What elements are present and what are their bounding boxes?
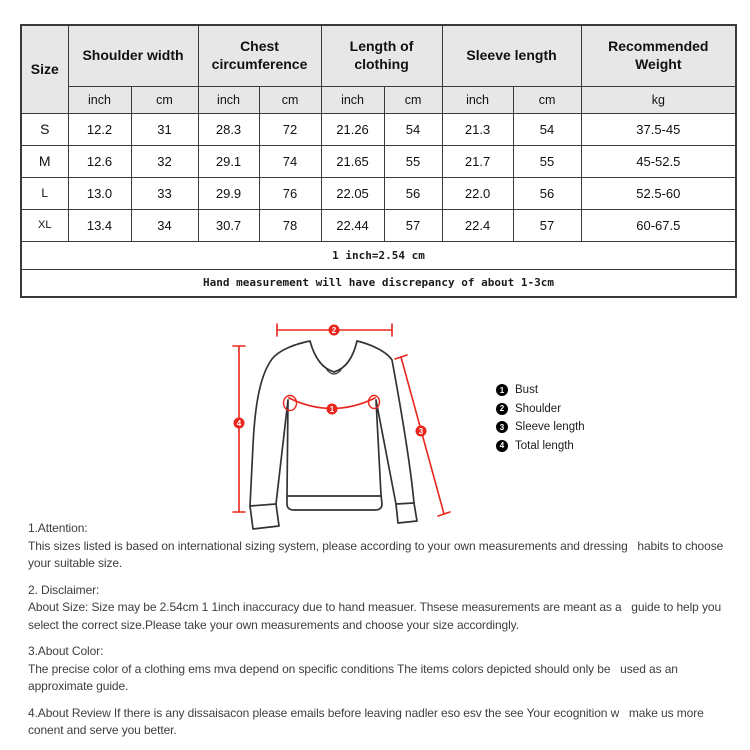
col-header-length-of-clothing: Length of clothing xyxy=(321,25,442,86)
value-cell: 13.4 xyxy=(68,209,131,241)
unit-header: inch xyxy=(442,86,513,113)
table-row-size-l xyxy=(21,177,736,209)
unit-header: cm xyxy=(131,86,198,113)
unit-header: inch xyxy=(198,86,259,113)
unit-header: kg xyxy=(581,86,736,113)
marker-shoulder: 2 xyxy=(331,326,337,335)
sweater-diagram xyxy=(228,318,460,532)
value-cell: 56 xyxy=(384,177,442,209)
size-cell: S xyxy=(21,113,68,145)
value-cell: 54 xyxy=(384,113,442,145)
note-row xyxy=(21,241,736,269)
value-cell: 76 xyxy=(259,177,321,209)
section-about-review xyxy=(28,705,734,740)
value-cell: 29.1 xyxy=(198,145,259,177)
legend-circle-4: 4 xyxy=(496,440,508,452)
value-cell: 12.6 xyxy=(68,145,131,177)
note-row xyxy=(21,269,736,297)
col-header-shoulder-width: Shoulder width xyxy=(68,25,198,86)
value-cell: 22.44 xyxy=(321,209,384,241)
value-cell: 52.5-60 xyxy=(581,177,736,209)
section-disclaimer xyxy=(28,582,734,635)
unit-header: inch xyxy=(321,86,384,113)
discrepancy-note: Hand measurement will have discrepancy of about 1-3cm xyxy=(21,269,736,297)
section-about-color xyxy=(28,643,734,696)
marker-sleeve-length: 3 xyxy=(418,427,424,436)
col-header-chest-circumference: Chest circumference xyxy=(198,25,321,86)
value-cell: 55 xyxy=(384,145,442,177)
value-cell: 21.7 xyxy=(442,145,513,177)
value-cell: 28.3 xyxy=(198,113,259,145)
unit-header: cm xyxy=(513,86,581,113)
section-body: About Size: Size may be 2.54cm 1 1inch inaccuracy due to hand measuer. Thsese measurements are meant as a guide to help you select the correct size.Please take your own measurements and choose your size accordingly. xyxy=(28,600,725,632)
value-cell: 56 xyxy=(513,177,581,209)
section-heading: 1.Attention: xyxy=(28,521,88,535)
col-header-recommended-weight: Recommended Weight xyxy=(581,25,736,86)
table-row-size-m xyxy=(21,145,736,177)
legend-label: Total length xyxy=(515,439,574,452)
value-cell: 37.5-45 xyxy=(581,113,736,145)
value-cell: 12.2 xyxy=(68,113,131,145)
legend-circle-1: 1 xyxy=(496,384,508,396)
size-cell: L xyxy=(21,177,68,209)
value-cell: 22.0 xyxy=(442,177,513,209)
unit-header: cm xyxy=(384,86,442,113)
section-heading: 2. Disclaimer: xyxy=(28,582,100,597)
value-cell: 57 xyxy=(384,209,442,241)
table-row-size-xl xyxy=(21,209,736,241)
value-cell: 31 xyxy=(131,113,198,145)
value-cell: 74 xyxy=(259,145,321,177)
value-cell: 34 xyxy=(131,209,198,241)
legend-item-total-length xyxy=(496,437,585,456)
value-cell: 30.7 xyxy=(198,209,259,241)
size-cell: XL xyxy=(21,209,68,241)
size-table xyxy=(20,24,737,298)
value-cell: 72 xyxy=(259,113,321,145)
value-cell: 54 xyxy=(513,113,581,145)
section-body: The precise color of a clothing ems mva depend on specific conditions The items colors depicted should only be used as an approximate guide. xyxy=(28,661,682,693)
unit-header: cm xyxy=(259,86,321,113)
value-cell: 33 xyxy=(131,177,198,209)
legend-label: Bust xyxy=(515,384,539,397)
marker-bust: 1 xyxy=(329,405,335,414)
diagram-legend xyxy=(496,381,585,455)
value-cell: 21.65 xyxy=(321,145,384,177)
section-body: This sizes listed is based on international sizing system, please according to your own measurements and dressing habits to choose your suitable size. xyxy=(28,538,727,570)
value-cell: 29.9 xyxy=(198,177,259,209)
section-heading: 3.About Color: xyxy=(28,644,104,658)
value-cell: 32 xyxy=(131,145,198,177)
size-cell: M xyxy=(21,145,68,177)
col-header-sleeve-length: Sleeve length xyxy=(442,25,581,86)
legend-circle-3: 3 xyxy=(496,421,508,433)
value-cell: 21.3 xyxy=(442,113,513,145)
value-cell: 60-67.5 xyxy=(581,209,736,241)
info-sections xyxy=(28,520,734,749)
legend-circle-2: 2 xyxy=(496,403,508,415)
value-cell: 13.0 xyxy=(68,177,131,209)
unit-header: inch xyxy=(68,86,131,113)
value-cell: 78 xyxy=(259,209,321,241)
section-body: 4.About Review If there is any dissaisacon please emails before leaving nadler eso esv the see Your ecognition w make us more conent and serve you better. xyxy=(28,705,707,737)
value-cell: 22.4 xyxy=(442,209,513,241)
value-cell: 55 xyxy=(513,145,581,177)
value-cell: 21.26 xyxy=(321,113,384,145)
section-attention xyxy=(28,520,734,573)
value-cell: 57 xyxy=(513,209,581,241)
legend-item-bust xyxy=(496,381,585,400)
legend-item-shoulder xyxy=(496,400,585,419)
table-row-size-s xyxy=(21,113,736,145)
legend-item-sleeve-length xyxy=(496,418,585,437)
marker-total-length: 4 xyxy=(236,419,242,428)
value-cell: 22.05 xyxy=(321,177,384,209)
conversion-note: 1 inch=2.54 cm xyxy=(21,241,736,269)
value-cell: 45-52.5 xyxy=(581,145,736,177)
col-header-size: Size xyxy=(21,25,68,113)
sweater-outline xyxy=(250,341,417,529)
legend-label: Sleeve length xyxy=(515,421,585,434)
legend-label: Shoulder xyxy=(515,402,562,415)
